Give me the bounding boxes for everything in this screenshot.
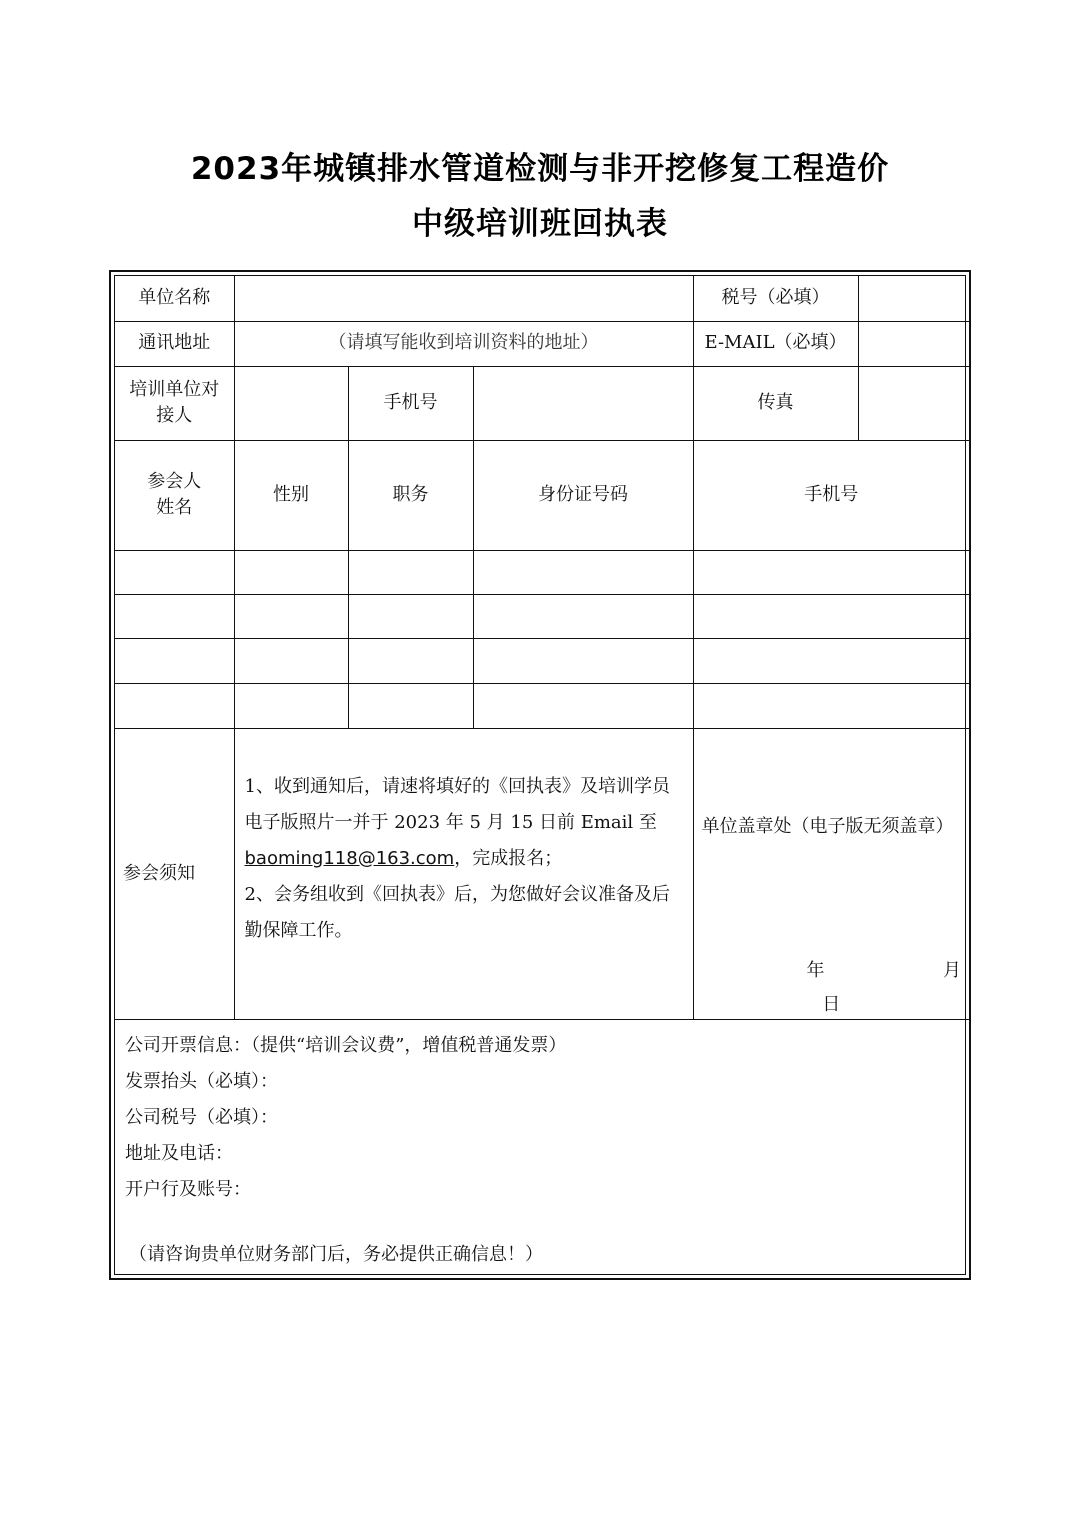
attendee-cell[interactable] bbox=[115, 683, 234, 728]
notice-item-2: 2、会务组收到《回执表》后，为您做好会议准备及后勤保障工作。 bbox=[244, 883, 670, 941]
attendee-mobile-header: 手机号 bbox=[693, 440, 969, 550]
contact-label: 培训单位对接人 bbox=[115, 366, 234, 440]
stamp-text: 单位盖章处（电子版无须盖章） bbox=[701, 815, 954, 837]
invoice-info[interactable] bbox=[115, 1019, 969, 1276]
stamp-area[interactable] bbox=[693, 728, 969, 1019]
registration-form bbox=[109, 270, 971, 1280]
date-year: 年 bbox=[806, 959, 825, 981]
notice-item-1: 1、收到通知后，请速将填好的《回执表》及培训学员电子版照片一并于 2023 年 5 月 15 日前 Email 至 bbox=[244, 775, 670, 833]
email-field[interactable] bbox=[858, 321, 969, 366]
attendee-cell[interactable] bbox=[473, 594, 693, 638]
fax-label: 传真 bbox=[693, 366, 858, 440]
attendee-position-header: 职务 bbox=[348, 440, 473, 550]
attendee-cell[interactable] bbox=[115, 550, 234, 594]
attendee-cell[interactable] bbox=[115, 638, 234, 683]
invoice-address-phone: 地址及电话： bbox=[125, 1142, 233, 1164]
attendee-cell[interactable] bbox=[693, 683, 969, 728]
attendee-cell[interactable] bbox=[473, 550, 693, 594]
attendee-row bbox=[115, 594, 969, 638]
attendee-cell[interactable] bbox=[693, 594, 969, 638]
attendee-cell[interactable] bbox=[234, 550, 348, 594]
invoice-note: （请咨询贵单位财务部门后，务必提供正确信息！） bbox=[129, 1243, 543, 1265]
invoice-heading: 公司开票信息：（提供“培训会议费”，增值税普通发票） bbox=[125, 1034, 567, 1056]
attendee-cell[interactable] bbox=[234, 638, 348, 683]
form-table bbox=[115, 276, 969, 1276]
unit-name-field[interactable] bbox=[234, 276, 693, 321]
attendee-cell[interactable] bbox=[348, 550, 473, 594]
notice-item-1-end: ，完成报名； bbox=[454, 847, 563, 869]
date-day: 日 bbox=[822, 993, 841, 1015]
date-month: 月 bbox=[943, 959, 961, 981]
tax-id-label: 税号（必填） bbox=[693, 276, 858, 321]
attendee-cell[interactable] bbox=[473, 638, 693, 683]
attendee-gender-header: 性别 bbox=[234, 440, 348, 550]
unit-name-label: 单位名称 bbox=[115, 276, 234, 321]
notice-label: 参会须知 bbox=[115, 728, 234, 1019]
attendee-cell[interactable] bbox=[234, 683, 348, 728]
attendee-name-header: 参会人姓名 bbox=[115, 440, 234, 550]
attendee-row bbox=[115, 550, 969, 594]
attendee-cell[interactable] bbox=[693, 638, 969, 683]
fax-field[interactable] bbox=[858, 366, 969, 440]
attendee-id-header: 身份证号码 bbox=[473, 440, 693, 550]
attendee-cell[interactable] bbox=[348, 683, 473, 728]
attendee-row bbox=[115, 638, 969, 683]
attendee-cell[interactable] bbox=[473, 683, 693, 728]
address-label: 通讯地址 bbox=[115, 321, 234, 366]
stamp-date bbox=[702, 954, 962, 1022]
contact-mobile-label: 手机号 bbox=[348, 366, 473, 440]
notice-text bbox=[234, 728, 693, 1019]
notice-email-link[interactable]: baoming118@163.com bbox=[244, 847, 455, 869]
attendee-cell[interactable] bbox=[693, 550, 969, 594]
attendee-cell[interactable] bbox=[348, 638, 473, 683]
title-line-1: 2023年城镇排水管道检测与非开挖修复工程造价 bbox=[190, 151, 890, 187]
contact-field[interactable] bbox=[234, 366, 348, 440]
title-line-2: 中级培训班回执表 bbox=[412, 206, 668, 242]
tax-id-field[interactable] bbox=[858, 276, 969, 321]
address-field[interactable]: （请填写能收到培训资料的地址） bbox=[234, 321, 693, 366]
attendee-row bbox=[115, 683, 969, 728]
attendee-cell[interactable] bbox=[234, 594, 348, 638]
attendee-cell[interactable] bbox=[115, 594, 234, 638]
invoice-bank-account: 开户行及账号： bbox=[125, 1178, 251, 1200]
contact-mobile-field[interactable] bbox=[473, 366, 693, 440]
email-label: E-MAIL（必填） bbox=[693, 321, 858, 366]
attendee-cell[interactable] bbox=[348, 594, 473, 638]
invoice-tax-id: 公司税号（必填）： bbox=[125, 1106, 278, 1128]
invoice-title: 发票抬头（必填）： bbox=[125, 1070, 278, 1092]
